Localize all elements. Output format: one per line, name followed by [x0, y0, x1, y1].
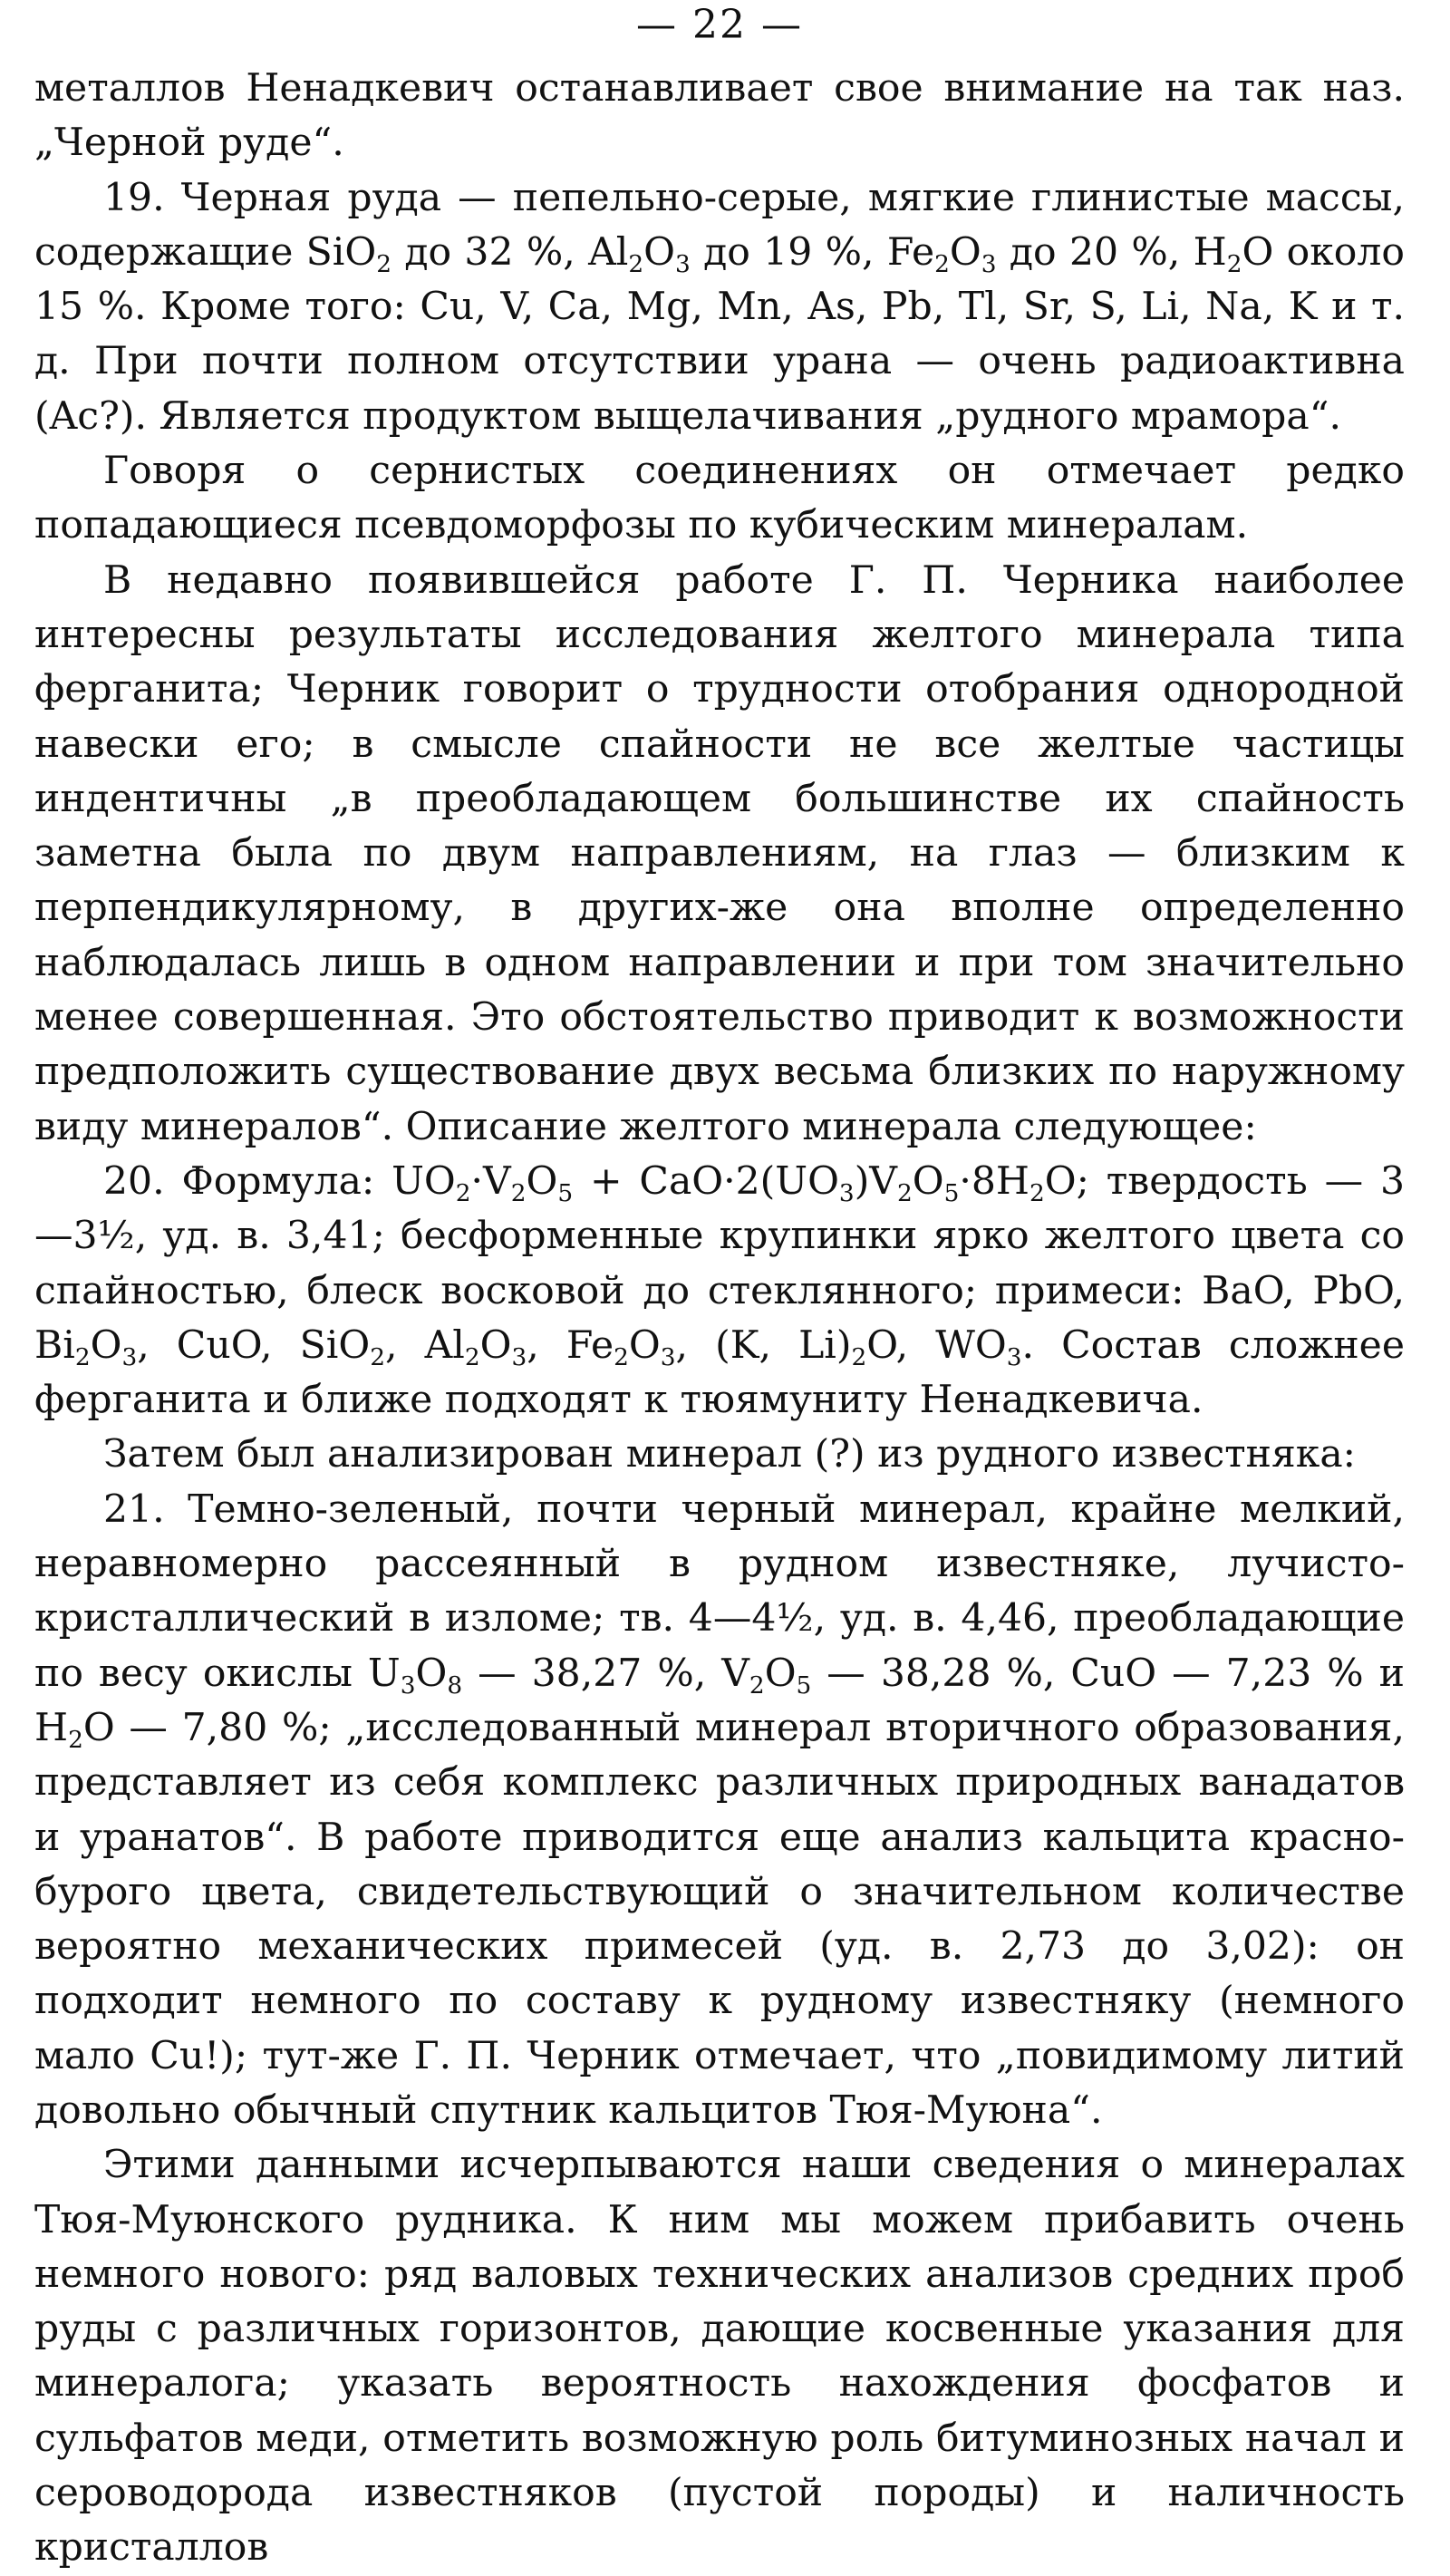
paragraph-sulfur-compounds: Говоря о сернистых соединениях он отмечает редко попадающиеся псевдоморфозы по кубическим минералам. — [34, 449, 1405, 548]
paragraph-analysis-intro: Затем был анализирован минерал (?) из рудного известняка: — [103, 1432, 1356, 1477]
paragraph-continuation: металлов Ненадкевич останавливает свое внимание на так наз. „Черной руде“. — [34, 66, 1405, 166]
paragraph-chernik-work: В недавно появившейся работе Г. П. Черника наиболее интересны результаты исследования желтого минерала типа ферганита; Черник говорит о трудности отобрания однородной навески его; в смысле спайности не все желтые частицы индентичны „в преобладающем большинстве их спайность заметна была по двум направлениям, на глаз — близким к перпендикулярному, в других-же она вполне определенно наблюдалась лишь в одном направлении и при том значительно менее совершенная. Это обстоятельство приводит к возможности предположить существование двух весьма близких по наружному виду минералов“. Описание желтого минерала следующее: — [34, 557, 1405, 1149]
page-number: — 22 — — [636, 2, 803, 48]
paragraph-formula: 20. Формула: $UO_2\cdot V_2O_5 + CaO\cdot 2(UO_3)V_2O_5\cdot 8H_2O$; твердость — 3—3½, уд. в. 3,41; бесформенные крупинки ярко желтого цвета со спайностью, блеск восковой до стеклянного; примеси: BaO, PbO, $Bi_2O_3$, CuO, SiO$_2$, $Al_2O_3$, $Fe_2O_3$, (K, $Li)_2O$, $WO_3$. Состав сложнее ферганита и ближе подходят к тюямуниту Ненадкевича. — [34, 1158, 1406, 1423]
paragraph-dark-green-mineral: 21. Темно-зеленый, почти черный минерал, крайне мелкий, неравномерно рассеянный в рудном известняке, лучисто-кристаллический в изломе; тв. 4—4½, уд. в. 4,46, преобладающие по весу окислы $U_3O_8$ — 38,27 %, $V_2O_5$ — 38,28 %, CuO — 7,23 % и $H_2O$ — 7,80 %; „исследованный минерал вторичного образования, представляет из себя комплекс различных природных ванадатов и уранатов“. В работе приводится еще анализ кальцита красно-бурого цвета, свидетельствующий о значительном количестве вероятно механических примесей (уд. в. 2,73 до 3,02): он подходит немного по составу к рудному известняку (немного мало Cu!); тут-же Г. П. Черник отмечает, что „повидимому литий довольно обычный спутник кальцитов Тюя-Муюна“. — [34, 1487, 1405, 2133]
paragraph-conclusion: Этими данными исчерпываются наши сведения о минералах Тюя-Муюнского рудника. К ним мы можем прибавить очень немного нового: ряд валовых технических анализов средних проб руды с различных горизонтов, дающие косвенные указания для минералога; указать вероятность нахождения фосфатов и сульфатов меди, отметить возможную роль битуминозных начал и сероводорода известняков (пустой породы) и наличность кристаллов — [34, 2143, 1405, 2571]
paragraph-black-ore: 19. Черная руда — пепельно-серые, мягкие глинистые массы, содержащие SiO$_2$ до 32 %, $Al_2O_3$ до 19 %, $Fe_2O_3$ до 20 %, $H_2O$ около 15 %. Кроме того: Cu, V, Ca, Mg, Mn, As, Pb, Tl, Sr, S, Li, Na, K и т. д. При почти полном отсутствии урана — очень радиоактивна (Ac?). Является продуктом выщелачивания „рудного мрамора“. — [34, 175, 1405, 439]
